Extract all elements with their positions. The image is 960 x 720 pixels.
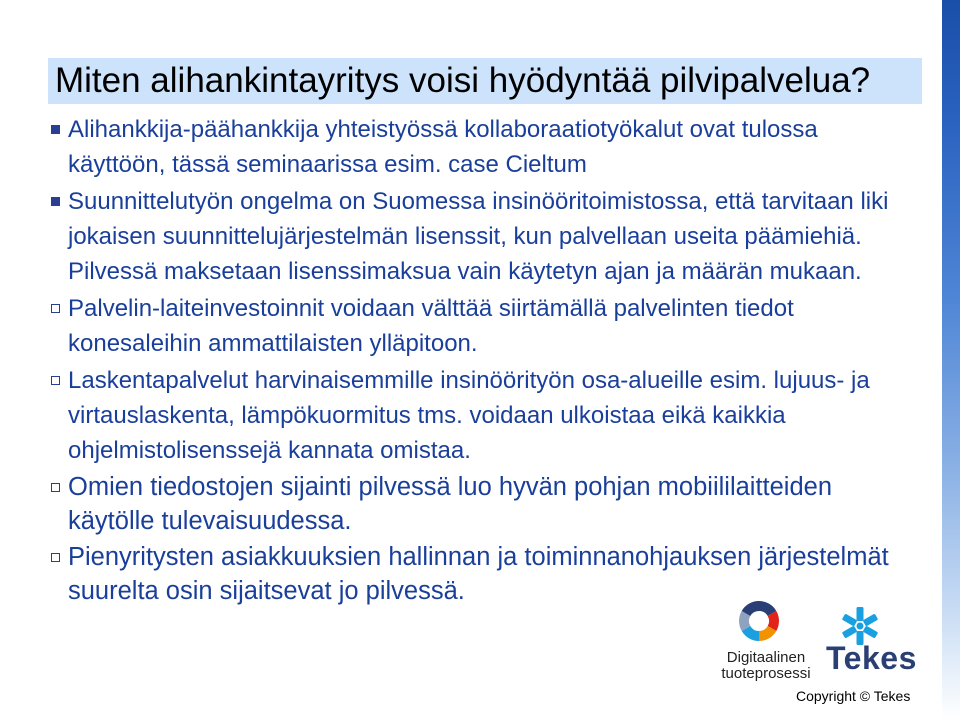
bullet-text: Alihankkija-päähankkija yhteistyössä kollaboraatiotyökalut ovat tulossa käyttöön, tässä seminaarissa esim. case Cieltum (68, 116, 818, 178)
bullet-item (44, 363, 894, 468)
bullet-item (44, 112, 894, 182)
tekes-logo (826, 606, 926, 686)
hollow-square-bullet-icon (51, 376, 60, 385)
dt-logo-text: Digitaalinen tuoteprosessi (721, 649, 811, 682)
bullet-text: Palvelin-laiteinvestoinnit voidaan välttää siirtämällä palvelinten tiedot konesaleihin ammattilaisten ylläpitoon. (68, 295, 794, 357)
bullet-text: Omien tiedostojen sijainti pilvessä luo hyvän pohjan mobiililaitteiden käytölle tulevaisuudessa. (68, 473, 833, 535)
hollow-square-bullet-icon (51, 304, 60, 313)
dt-ring-icon (736, 598, 782, 644)
bullet-item (44, 470, 894, 538)
bullet-item (44, 184, 894, 289)
tekes-wordmark: Tekes (826, 640, 917, 676)
slide-title: Miten alihankintayritys voisi hyödyntää pilvipalvelua? (55, 61, 871, 100)
hollow-square-bullet-icon (51, 483, 60, 492)
hollow-square-bullet-icon (51, 553, 60, 562)
decorative-side-stripe (942, 0, 960, 720)
bullet-text: Pienyritysten asiakkuuksien hallinnan ja toiminnanohjauksen järjestelmät suurelta osin sijaitsevat jo pilvessä. (68, 543, 889, 605)
bullet-item (44, 291, 894, 361)
digitaalinen-tuoteprosessi-logo (716, 598, 816, 686)
bullet-list (44, 112, 894, 610)
bullet-text: Suunnittelutyön ongelma on Suomessa insinööritoimistossa, että tarvitaan liki jokaisen suunnittelujärjestelmän lisenssit, kun palvellaan useita päämiehiä. Pilvessä maksetaan lisenssimaksua vain käytetyn ajan ja määrän mukaan. (68, 188, 889, 285)
copyright-text: Copyright © Tekes (796, 688, 911, 704)
square-bullet-icon (51, 125, 60, 134)
square-bullet-icon (51, 197, 60, 206)
bullet-text: Laskentapalvelut harvinaisemmille insinöörityön osa-alueille esim. lujuus- ja virtauslaskenta, lämpökuormitus tms. voidaan ulkoistaa eikä kaikkia ohjelmistolisenssejä kannata omistaa. (68, 367, 870, 464)
